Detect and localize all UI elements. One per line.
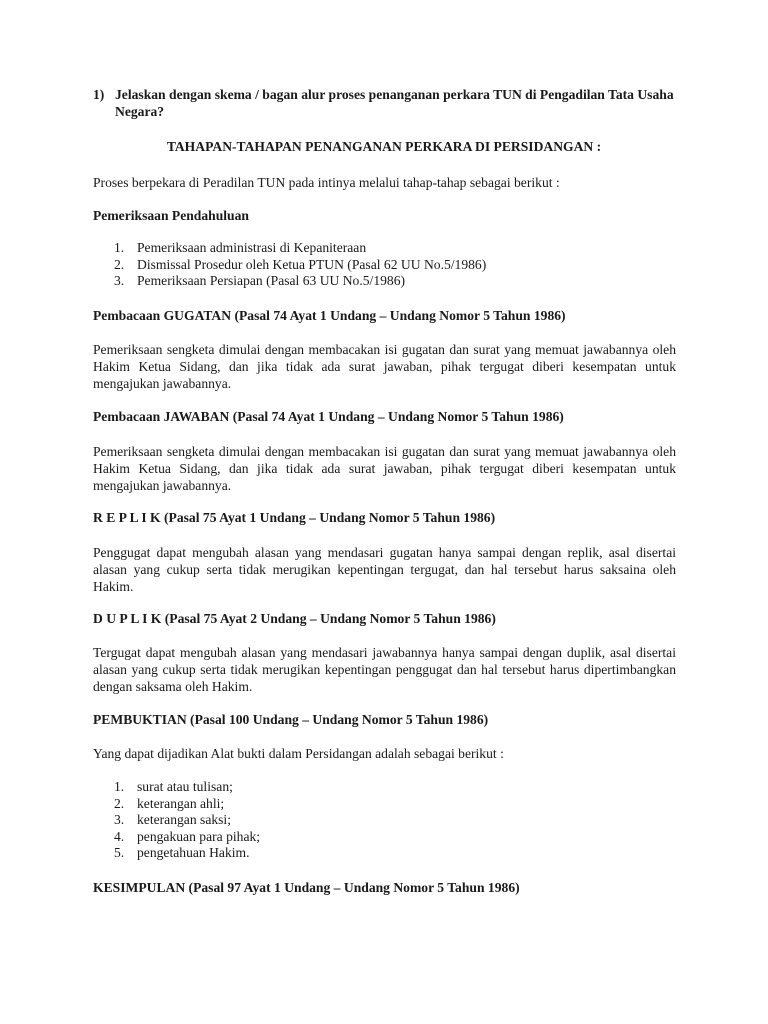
pembuktian-paragraph: Yang dapat dijadikan Alat bukti dalam Persidangan adalah sebagai berikut :	[93, 746, 504, 761]
replik-paragraph: Penggugat dapat mengubah alasan yang mendasari gugatan hanya sampai dengan replik, asal disertai alasan yang cukup serta tidak merugikan kepentingan tergugat, dan hal tersebut harus saksaina oleh Hakim.	[93, 545, 676, 594]
list-item: 3. keterangan saksi;	[114, 812, 231, 827]
jawaban-paragraph: Pemeriksaan sengketa dimulai dengan membacakan isi gugatan dan surat yang memuat jawabannya oleh Hakim Ketua Sidang, dan jika tidak ada surat jawaban, pihak tergugat diberi kesempatan untuk mengajukan jawabannya.	[93, 444, 676, 493]
pembuktian-heading: PEMBUKTIAN (Pasal 100 Undang – Undang Nomor 5 Tahun 1986)	[93, 712, 489, 727]
duplik-paragraph: Tergugat dapat mengubah alasan yang mendasari jawabannya hanya sampai dengan duplik, asal disertai alasan yang cukup serta tidak merugikan kepentingan penggugat dan hal tersebut harus dipertimbangkan dengan saksama oleh Hakim.	[93, 645, 676, 694]
question-number: 1)	[93, 87, 105, 102]
replik-heading: R E P L I K (Pasal 75 Ayat 1 Undang – Undang Nomor 5 Tahun 1986)	[93, 510, 496, 525]
gugatan-heading: Pembacaan GUGATAN (Pasal 74 Ayat 1 Undang – Undang Nomor 5 Tahun 1986)	[93, 308, 566, 323]
list-item: 5. pengetahuan Hakim.	[114, 845, 250, 860]
pemeriksaan-list	[93, 240, 486, 290]
alat-bukti-list	[93, 779, 260, 862]
list-item: 1. surat atau tulisan;	[114, 779, 233, 794]
list-item: 1. Pemeriksaan administrasi di Kepaniteraan	[114, 240, 367, 255]
list-item: 3. Pemeriksaan Persiapan (Pasal 63 UU No.5/1986)	[114, 273, 406, 288]
list-item: 2. keterangan ahli;	[114, 795, 225, 811]
list-item: 2. Dismissal Prosedur oleh Ketua PTUN (Pasal 62 UU No.5/1986)	[114, 256, 487, 272]
intro-paragraph: Proses berpekara di Peradilan TUN pada intinya melalui tahap-tahap sebagai berikut :	[93, 175, 560, 190]
duplik-heading: D U P L I K (Pasal 75 Ayat 2 Undang – Undang Nomor 5 Tahun 1986)	[93, 611, 496, 626]
list-item: 4. pengakuan para pihak;	[114, 828, 261, 844]
pemeriksaan-heading: Pemeriksaan Pendahuluan	[93, 208, 249, 223]
question-text: Jelaskan dengan skema / bagan alur proses penanganan perkara TUN di Pengadilan Tata Usaha Negara?	[115, 87, 674, 119]
kesimpulan-heading: KESIMPULAN (Pasal 97 Ayat 1 Undang – Undang Nomor 5 Tahun 1986)	[93, 880, 520, 895]
section-title: TAHAPAN-TAHAPAN PENANGANAN PERKARA DI PERSIDANGAN :	[166, 139, 602, 154]
jawaban-heading: Pembacaan JAWABAN (Pasal 74 Ayat 1 Undang – Undang Nomor 5 Tahun 1986)	[93, 409, 564, 424]
gugatan-paragraph: Pemeriksaan sengketa dimulai dengan membacakan isi gugatan dan surat yang memuat jawabannya oleh Hakim Ketua Sidang, dan jika tidak ada surat jawaban, pihak tergugat diberi kesempatan untuk mengajukan jawabannya.	[93, 342, 676, 391]
